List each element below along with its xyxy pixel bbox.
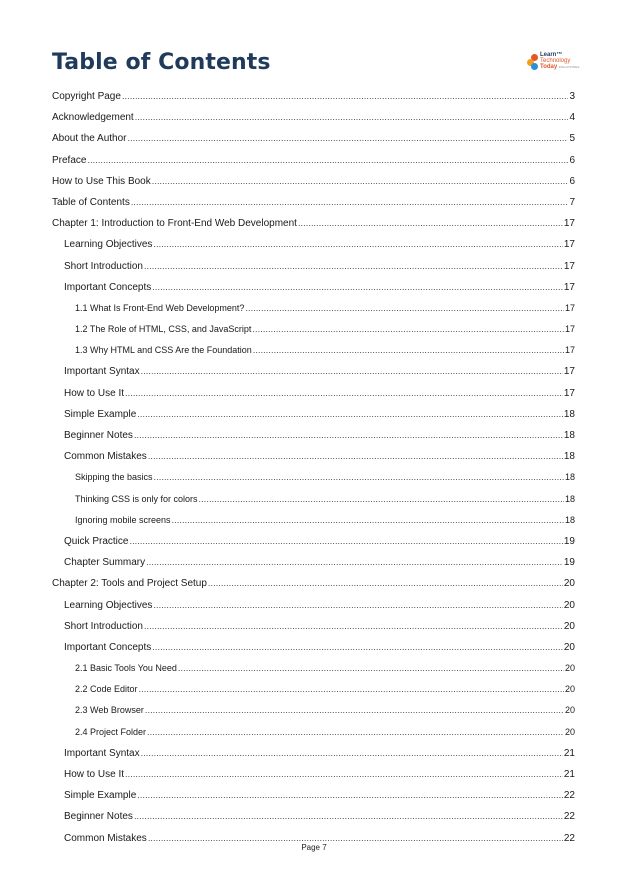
dot-leader: [144, 616, 563, 637]
toc-entry-page: 20: [563, 620, 575, 632]
toc-entry-label: Important Syntax: [64, 747, 140, 759]
toc-entry-page: 17: [563, 260, 575, 272]
toc-entry[interactable]: [64, 764, 575, 785]
toc-entry[interactable]: [64, 552, 575, 573]
toc-entry-page: 18: [563, 430, 575, 441]
toc-entry[interactable]: [75, 298, 575, 319]
toc-entry-page: 20: [563, 578, 575, 590]
toc-entry-label: Important Concepts: [64, 281, 152, 293]
toc-entry-label: Copyright Page: [52, 91, 121, 102]
dot-leader: [253, 340, 564, 361]
dot-leader: [199, 489, 564, 510]
dot-leader: [144, 256, 563, 277]
dot-leader: [122, 86, 569, 107]
toc-entry[interactable]: [75, 679, 575, 700]
toc-entry[interactable]: [75, 467, 575, 488]
toc-entry-label: Ignoring mobile screens: [75, 514, 171, 525]
dot-leader: [147, 722, 564, 743]
toc-entry-label: 2.4 Project Folder: [75, 726, 147, 737]
toc-entry-label: How to Use It: [64, 769, 125, 780]
dot-leader: [128, 128, 569, 149]
toc-entry-page: 17: [563, 366, 575, 378]
dot-leader: [252, 319, 564, 340]
toc-entry[interactable]: [52, 128, 575, 149]
toc-entry-page: 6: [569, 175, 575, 187]
toc-entry-label: Chapter Summary: [64, 557, 146, 569]
toc-entry[interactable]: [75, 319, 575, 340]
toc-entry-page: 20: [564, 726, 575, 737]
toc-entry-label: 1.2 The Role of HTML, CSS, and JavaScript: [75, 324, 252, 335]
dot-leader: [125, 764, 563, 785]
brand-logo: [527, 52, 587, 74]
toc-entry[interactable]: [52, 150, 575, 171]
dot-leader: [208, 573, 563, 594]
page-title: Table of Contents: [52, 50, 271, 75]
toc-entry-label: Chapter 2: Tools and Project Setup: [52, 578, 207, 590]
toc-entry-label: Quick Practice: [64, 535, 129, 547]
dot-leader: [152, 171, 569, 192]
toc-entry[interactable]: [64, 361, 575, 382]
toc-entry-label: Common Mistakes: [64, 451, 147, 463]
toc-entry-label: Simple Example: [64, 408, 137, 420]
toc-entry[interactable]: [64, 785, 575, 806]
toc-entry[interactable]: [75, 700, 575, 721]
dot-leader: [245, 298, 564, 319]
toc-entry-label: Skipping the basics: [75, 472, 153, 483]
toc-entry-page: 5: [569, 133, 575, 145]
toc-entry-label: Important Concepts: [64, 641, 152, 653]
dot-leader: [129, 531, 562, 552]
toc-entry-page: 17: [563, 218, 575, 230]
dot-leader: [172, 510, 564, 531]
toc-entry[interactable]: [75, 489, 575, 510]
dot-leader: [153, 595, 562, 616]
toc-entry-label: 1.1 What Is Front-End Web Development?: [75, 302, 245, 313]
toc-entry-label: Simple Example: [64, 790, 137, 802]
toc-entry-page: 17: [564, 324, 575, 335]
dot-leader: [131, 192, 569, 213]
toc-entry-page: 22: [563, 811, 575, 823]
logo-mark-icon: [527, 54, 539, 70]
dot-leader: [137, 785, 563, 806]
table-of-contents: [0, 86, 628, 849]
dot-leader: [178, 658, 564, 679]
toc-entry[interactable]: [75, 510, 575, 531]
dot-leader: [145, 700, 564, 721]
toc-entry[interactable]: [75, 340, 575, 361]
toc-entry[interactable]: [52, 213, 575, 234]
dot-leader: [146, 552, 563, 573]
logo-line-1: Learn™: [540, 52, 563, 58]
toc-entry-page: 7: [569, 196, 575, 208]
toc-entry-page: 17: [564, 345, 575, 356]
page-number: Page 7: [301, 843, 327, 852]
logo-line-3: Today PHILIPPINES: [540, 64, 580, 70]
dot-leader: [87, 150, 568, 171]
toc-entry-label: 2.1 Basic Tools You Need: [75, 663, 177, 674]
toc-entry-label: Learning Objectives: [64, 239, 153, 251]
dot-leader: [137, 404, 563, 425]
toc-entry[interactable]: [75, 722, 575, 743]
toc-entry-label: Important Syntax: [64, 366, 140, 378]
toc-entry-page: 3: [569, 91, 575, 102]
toc-entry-page: 6: [569, 154, 575, 166]
toc-entry-page: 22: [563, 832, 575, 844]
dot-leader: [125, 383, 563, 404]
logo-line-2: Technology: [540, 58, 571, 64]
toc-entry-page: 20: [563, 599, 575, 611]
toc-entry-label: Short Introduction: [64, 260, 143, 272]
toc-entry[interactable]: [64, 595, 575, 616]
toc-entry-page: 22: [563, 790, 575, 802]
dot-leader: [298, 213, 563, 234]
toc-entry[interactable]: [64, 277, 575, 298]
toc-entry-label: About the Author: [52, 133, 127, 145]
toc-entry[interactable]: [64, 743, 575, 764]
toc-entry[interactable]: [52, 86, 575, 107]
dot-leader: [135, 107, 569, 128]
toc-entry[interactable]: [52, 171, 575, 192]
toc-entry-page: 20: [564, 684, 575, 695]
toc-entry[interactable]: [64, 404, 575, 425]
toc-entry-page: 17: [564, 302, 575, 313]
toc-entry-page: 21: [563, 747, 575, 759]
toc-entry[interactable]: [64, 616, 575, 637]
toc-entry-label: Preface: [52, 154, 87, 166]
toc-entry-page: 17: [563, 239, 575, 251]
toc-entry[interactable]: [64, 806, 575, 827]
toc-entry-page: 18: [564, 514, 575, 525]
toc-entry[interactable]: [64, 531, 575, 552]
toc-entry-page: 17: [563, 387, 575, 399]
toc-entry-page: 18: [564, 472, 575, 483]
toc-entry-label: Short Introduction: [64, 620, 143, 632]
dot-leader: [152, 637, 563, 658]
dot-leader: [139, 679, 564, 700]
toc-entry[interactable]: [64, 425, 575, 446]
toc-entry-page: 20: [563, 641, 575, 653]
toc-entry[interactable]: [75, 658, 575, 679]
toc-entry-page: 19: [563, 535, 575, 547]
toc-entry-page: 20: [564, 705, 575, 716]
toc-entry-label: 2.3 Web Browser: [75, 705, 144, 716]
toc-entry[interactable]: [64, 637, 575, 658]
toc-entry[interactable]: [52, 192, 575, 213]
toc-entry-label: Beginner Notes: [64, 430, 133, 441]
toc-entry-label: Learning Objectives: [64, 599, 153, 611]
toc-entry[interactable]: [64, 383, 575, 404]
dot-leader: [134, 806, 563, 827]
toc-entry[interactable]: [64, 256, 575, 277]
dot-leader: [152, 277, 563, 298]
toc-entry-page: 18: [564, 493, 575, 504]
toc-entry[interactable]: [64, 446, 575, 467]
toc-entry-page: 21: [563, 769, 575, 780]
toc-entry-page: 18: [563, 451, 575, 463]
toc-entry-page: 17: [563, 281, 575, 293]
toc-entry-page: 19: [563, 557, 575, 569]
toc-entry-page: 20: [564, 663, 575, 674]
dot-leader: [154, 467, 564, 488]
toc-entry-label: Beginner Notes: [64, 811, 133, 823]
toc-entry-label: Table of Contents: [52, 196, 130, 208]
toc-entry-label: Common Mistakes: [64, 832, 147, 844]
toc-entry-label: Acknowledgement: [52, 112, 134, 124]
toc-entry-label: Thinking CSS is only for colors: [75, 493, 198, 504]
toc-entry-label: 1.3 Why HTML and CSS Are the Foundation: [75, 345, 252, 356]
toc-entry-label: How to Use It: [64, 387, 125, 399]
toc-entry-label: 2.2 Code Editor: [75, 684, 138, 695]
toc-entry[interactable]: [52, 573, 575, 594]
dot-leader: [148, 446, 563, 467]
dot-leader: [141, 743, 563, 764]
toc-entry[interactable]: [52, 107, 575, 128]
dot-leader: [153, 234, 562, 255]
toc-entry-label: Chapter 1: Introduction to Front-End Web Development: [52, 218, 297, 230]
toc-entry[interactable]: [64, 234, 575, 255]
dot-leader: [134, 425, 563, 446]
toc-entry-page: 18: [563, 408, 575, 420]
toc-entry-label: How to Use This Book: [52, 175, 151, 187]
toc-entry-page: 4: [569, 112, 575, 124]
dot-leader: [141, 361, 563, 382]
